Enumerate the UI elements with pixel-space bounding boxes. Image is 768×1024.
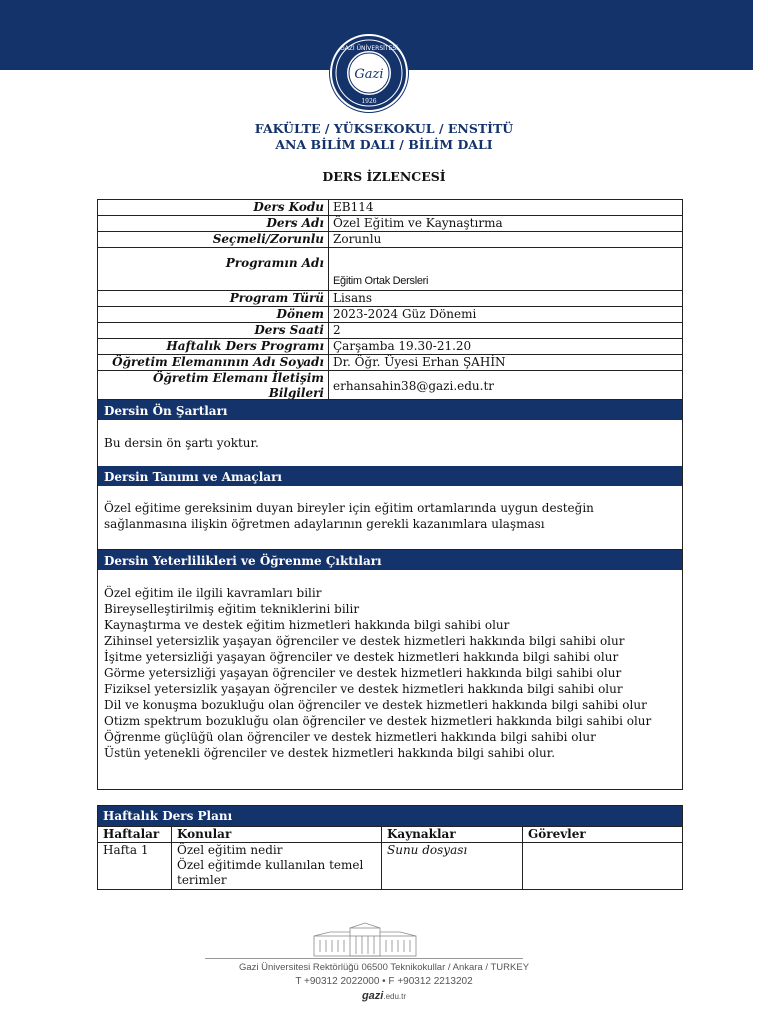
info-value: Eğitim Ortak Dersleri <box>329 248 683 291</box>
svg-text:1926: 1926 <box>361 98 377 105</box>
info-label: Öğretim Elemanının Adı Soyadı <box>98 355 329 371</box>
source-cell: Sunu dosyası <box>382 843 523 890</box>
info-value: Çarşamba 19.30-21.20 <box>329 339 683 355</box>
outcome-item: İşitme yetersizliği yaşayan öğrenciler ve destek hizmetleri hakkında bilgi sahibi olur <box>104 650 619 664</box>
outcome-item: Bireyselleştirilmiş eğitim tekniklerini bilir <box>104 602 360 616</box>
footer-site-suffix: .edu.tr <box>383 992 407 1001</box>
topic-line: Özel eğitim nedir <box>177 843 283 857</box>
outcomes-heading: Dersin Yeterlilikleri ve Öğrenme Çıktıları <box>98 550 682 570</box>
info-row <box>98 371 683 402</box>
info-label: Seçmeli/Zorunlu <box>98 232 329 248</box>
outcome-item: Öğrenme güçlüğü olan öğrenciler ve destek hizmetleri hakkında bilgi sahibi olur <box>104 730 596 744</box>
outcome-item: Üstün yetenekli öğrenciler ve destek hizmetleri hakkında bilgi sahibi olur. <box>104 746 556 760</box>
faculty-heading: FAKÜLTE / YÜKSEKOKUL / ENSTİTÜ <box>254 121 514 136</box>
column-header-topics: Konular <box>172 827 382 843</box>
outcome-item: Kaynaştırma ve destek eğitim hizmetleri hakkında bilgi sahibi olur <box>104 618 510 632</box>
description-text: Özel eğitime gereksinim duyan bireyler için eğitim ortamlarında uygun desteğin sağlanmasına ilişkin öğretmen adaylarının gerekli kazanımlara ulaşması <box>104 501 594 531</box>
info-label: Ders Kodu <box>98 200 329 216</box>
outcome-item: Görme yetersizliği yaşayan öğrenciler ve destek hizmetleri hakkında bilgi sahibi olur <box>104 666 622 680</box>
info-value: Lisans <box>329 291 683 307</box>
svg-text:Gazi: Gazi <box>354 67 384 82</box>
footer-divider <box>205 958 523 959</box>
topic-line: Özel eğitimde kullanılan temel terimler <box>177 858 364 887</box>
footer-address: Gazi Üniversitesi Rektörlüğü 06500 Teknikokullar / Ankara / TURKEY <box>238 962 530 973</box>
footer-site-brand: gazi <box>361 990 384 1002</box>
topic-cell <box>172 843 382 890</box>
info-row <box>98 339 683 355</box>
info-label: Haftalık Ders Programı <box>98 339 329 355</box>
outcomes-box <box>97 549 683 790</box>
info-label: Öğretim Elemanı İletişim Bilgileri <box>98 371 329 402</box>
info-value: Özel Eğitim ve Kaynaştırma <box>329 216 683 232</box>
week-cell: Hafta 1 <box>98 843 172 890</box>
info-label: Dönem <box>98 307 329 323</box>
column-header-tasks: Görevler <box>523 827 683 843</box>
info-value: 2 <box>329 323 683 339</box>
weekly-plan-heading: Haftalık Ders Planı <box>98 806 683 827</box>
outcome-item: Zihinsel yetersizlik yaşayan öğrenciler ve destek hizmetleri hakkında bilgi sahibi olur <box>104 634 625 648</box>
footer-phones: T +90312 2022000 • F +90312 2213202 <box>295 976 473 987</box>
column-header-sources: Kaynaklar <box>382 827 523 843</box>
document-title: DERS İZLENCESİ <box>322 169 446 184</box>
prereq-heading: Dersin Ön Şartları <box>98 400 682 420</box>
outcome-item: Otizm spektrum bozukluğu olan öğrenciler ve destek hizmetleri hakkında bilgi sahibi olur <box>104 714 652 728</box>
svg-text:GAZİ ÜNİVERSİTESİ: GAZİ ÜNİVERSİTESİ <box>340 45 398 52</box>
info-row <box>98 248 683 291</box>
info-value: Dr. Öğr. Üyesi Erhan ŞAHİN <box>329 355 683 371</box>
info-row <box>98 232 683 248</box>
department-heading: ANA BİLİM DALI / BİLİM DALI <box>275 137 493 152</box>
info-value: erhansahin38@gazi.edu.tr <box>329 371 683 402</box>
info-value: Zorunlu <box>329 232 683 248</box>
outcomes-list <box>98 570 682 761</box>
info-row <box>98 307 683 323</box>
course-info-table <box>97 199 683 402</box>
info-label: Ders Adı <box>98 216 329 232</box>
table-row <box>98 843 683 890</box>
info-row <box>98 291 683 307</box>
column-header-weeks: Haftalar <box>98 827 172 843</box>
university-seal-logo <box>330 34 408 112</box>
info-value: EB114 <box>329 200 683 216</box>
info-label: Ders Saati <box>98 323 329 339</box>
info-value: 2023-2024 Güz Dönemi <box>329 307 683 323</box>
outcome-item: Dil ve konuşma bozukluğu olan öğrenciler ve destek hizmetleri hakkında bilgi sahibi olur <box>104 698 647 712</box>
weekly-plan-table <box>97 805 683 890</box>
info-label: Programın Adı <box>98 248 329 291</box>
info-row <box>98 355 683 371</box>
info-row <box>98 323 683 339</box>
info-label: Program Türü <box>98 291 329 307</box>
info-row <box>98 216 683 232</box>
info-row <box>98 200 683 216</box>
description-heading: Dersin Tanımı ve Amaçları <box>98 466 682 486</box>
outcome-item: Fiziksel yetersizlik yaşayan öğrenciler ve destek hizmetleri hakkında bilgi sahibi olur <box>104 682 623 696</box>
prereq-and-description-box <box>97 399 683 550</box>
rectorate-building-icon <box>310 922 420 958</box>
outcome-item: Özel eğitim ile ilgili kavramları bilir <box>104 586 322 600</box>
tasks-cell <box>523 843 683 890</box>
prereq-text: Bu dersin ön şartı yoktur. <box>104 436 259 450</box>
footer-website <box>0 990 768 1002</box>
